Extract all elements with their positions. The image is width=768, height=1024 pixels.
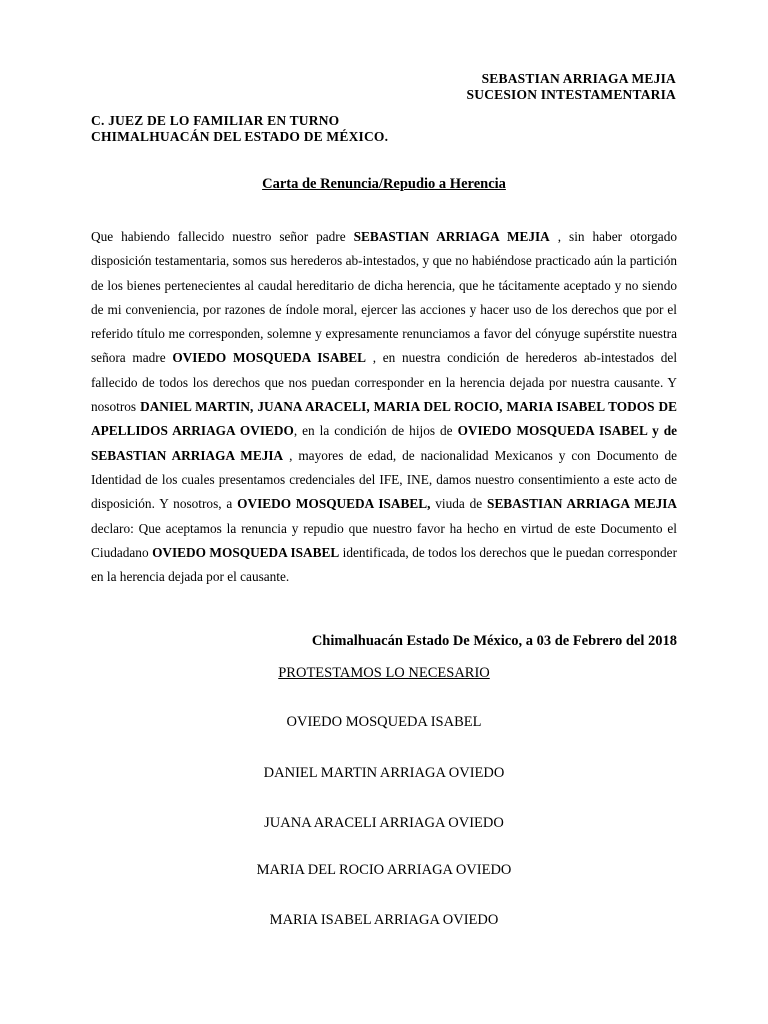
spouse-name: OVIEDO MOSQUEDA ISABEL — [172, 350, 367, 366]
body-text-5: , mayores de edad, de nacionalidad Mexicanos y con Documento de Identidad de los cuales presentamos credenciales del IFE, INE, damos nuestro consentimiento a este acto de disposición. Y nosotros, a — [91, 447, 678, 512]
body-text-4: , en la condición de hijos de — [293, 423, 458, 439]
addressee-block — [91, 113, 388, 145]
signatory-name: MARIA ISABEL ARRIAGA OVIEDO — [269, 912, 499, 928]
spouse-name-2: OVIEDO MOSQUEDA ISABEL, — [237, 496, 431, 512]
body-text-1: Que habiendo fallecido nuestro señor padre — [91, 229, 354, 244]
case-header — [467, 71, 676, 103]
body-text-2: , sin haber otorgado disposición testamentaria, somos sus herederos ab-intestados, y que no habiéndose practicado aún la partición de los bienes pertenecientes al caudal hereditario de dicha herencia, que he tácitamente aceptado y no siendo de mi conveniencia, por razones de índole moral, ejercer las acciones y hacer uso de los derechos que por el referido título me corresponden, solemne y expresamente renunciamos a favor del cónyuge supérstite nuestra señora madre — [91, 229, 678, 366]
case-header-name: SEBASTIAN ARRIAGA MEJIA — [481, 71, 676, 86]
deceased-name: SEBASTIAN ARRIAGA MEJIA — [353, 229, 550, 244]
signatory-name: OVIEDO MOSQUEDA ISABEL — [286, 714, 482, 730]
document-title: Carta de Renuncia/Repudio a Herencia — [262, 176, 506, 192]
signatory-name: DANIEL MARTIN ARRIAGA OVIEDO — [263, 765, 505, 781]
addressee-location: CHIMALHUACÁN DEL ESTADO DE MÉXICO. — [91, 129, 389, 144]
body-text-7: declaro: Que aceptamos la renuncia y repudio que nuestro favor ha hecho en virtud de este Documento el Ciudadano — [91, 520, 677, 560]
body-text-6: viuda de — [430, 496, 488, 512]
protest-heading: PROTESTAMOS LO NECESARIO — [278, 665, 490, 681]
signatory-name: MARIA DEL ROCIO ARRIAGA OVIEDO — [256, 862, 512, 878]
body-text-3: , en nuestra condición de herederos ab-intestados del fallecido de todos los derechos que nos puedan corresponder en la herencia dejada por nuestra causante. Y nosotros — [91, 350, 678, 415]
spouse-name-3: OVIEDO MOSQUEDA ISABEL — [152, 544, 340, 560]
date-line: Chimalhuacán Estado De México, a 03 de Febrero del 2018 — [311, 633, 677, 649]
deceased-name-2: SEBASTIAN ARRIAGA MEJIA — [487, 496, 678, 512]
parents-names: OVIEDO MOSQUEDA ISABEL y de SEBASTIAN ARRIAGA MEJIA — [91, 423, 677, 463]
body-paragraph — [91, 225, 677, 589]
children-names: DANIEL MARTIN, JUANA ARACELI, MARIA DEL ROCIO, MARIA ISABEL TODOS DE APELLIDOS ARRIAGA OVIEDO — [91, 399, 677, 439]
case-header-type: SUCESION INTESTAMENTARIA — [466, 87, 676, 102]
body-text-8: identificada, de todos los derechos que le puedan corresponder en la herencia dejada por el causante. — [91, 544, 678, 585]
addressee-judge: C. JUEZ DE LO FAMILIAR EN TURNO — [91, 113, 340, 128]
signatory-name: JUANA ARACELI ARRIAGA OVIEDO — [264, 815, 504, 831]
